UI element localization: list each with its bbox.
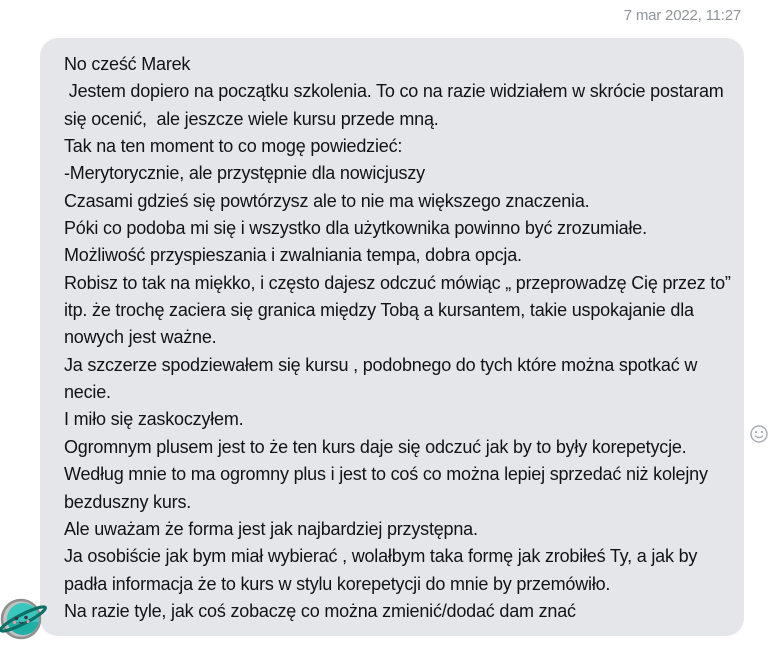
message-line: I miło się zaskoczyłem. (64, 409, 244, 430)
smiley-icon (749, 424, 769, 444)
message-line: Możliwość przyspieszania i zwalniania tempa, dobra opcja. (64, 245, 522, 266)
message-line: Póki co podoba mi się i wszystko dla użytkownika powinno być zrozumiałe. (64, 218, 647, 239)
message-line: się ocenić, ale jeszcze wiele kursu przede mną. (64, 108, 439, 129)
message-line: Ja szczerze spodziewałem się kursu , podobnego do tych które można spotkać w (64, 354, 698, 375)
message-line: padła informacja że to kurs w stylu korepetycji do mnie by przemówiło. (64, 573, 611, 594)
message-line: Ale uważam że forma jest jak najbardziej przystępna. (64, 518, 478, 539)
message-bubble[interactable] (40, 38, 744, 636)
sender-avatar[interactable] (0, 594, 49, 646)
message-line: -Merytorycznie, ale przystępnie dla nowicjuszy (64, 163, 425, 184)
message-line: Tak na ten moment to co mogę powiedzieć: (64, 136, 403, 157)
message-line: No cześć Marek (64, 54, 191, 74)
message-line: Na razie tyle, jak coś zobaczę co można zmienić/dodać dam znać (64, 600, 576, 621)
message-line: Według mnie to ma ogromny plus i jest to coś co można lepiej sprzedać niż kolejny (64, 464, 708, 485)
message-line: Ogromnym plusem jest to że ten kurs daje się odczuć jak by to były korepetycje. (64, 436, 687, 457)
message-line: bezduszny kurs. (64, 491, 192, 512)
message-line: Ja osobiście jak bym miał wybierać , wolałbym taka formę jak zrobiłeś Ty, a jak by (64, 546, 698, 567)
message-timestamp: 7 mar 2022, 11:27 (623, 7, 741, 24)
message-line: nowych jest ważne. (64, 327, 217, 348)
saturn-planet-icon (0, 594, 49, 646)
message-line: Robisz to tak na miękko, i często dajesz odczuć mówiąc „ przeprowadzę Cię przez to” (64, 272, 731, 293)
message-line: necie. (64, 382, 111, 403)
message-line: itp. że trochę zaciera się granica między Tobą a kursantem, takie uspokajanie dla (64, 300, 694, 321)
message-line: Jestem dopiero na początku szkolenia. To co na razie widziałem w skrócie postaram (64, 81, 724, 102)
react-emoji-button[interactable] (749, 424, 769, 444)
message-line: Czasami gdzieś się powtórzysz ale to nie ma większego znaczenia. (64, 190, 590, 211)
